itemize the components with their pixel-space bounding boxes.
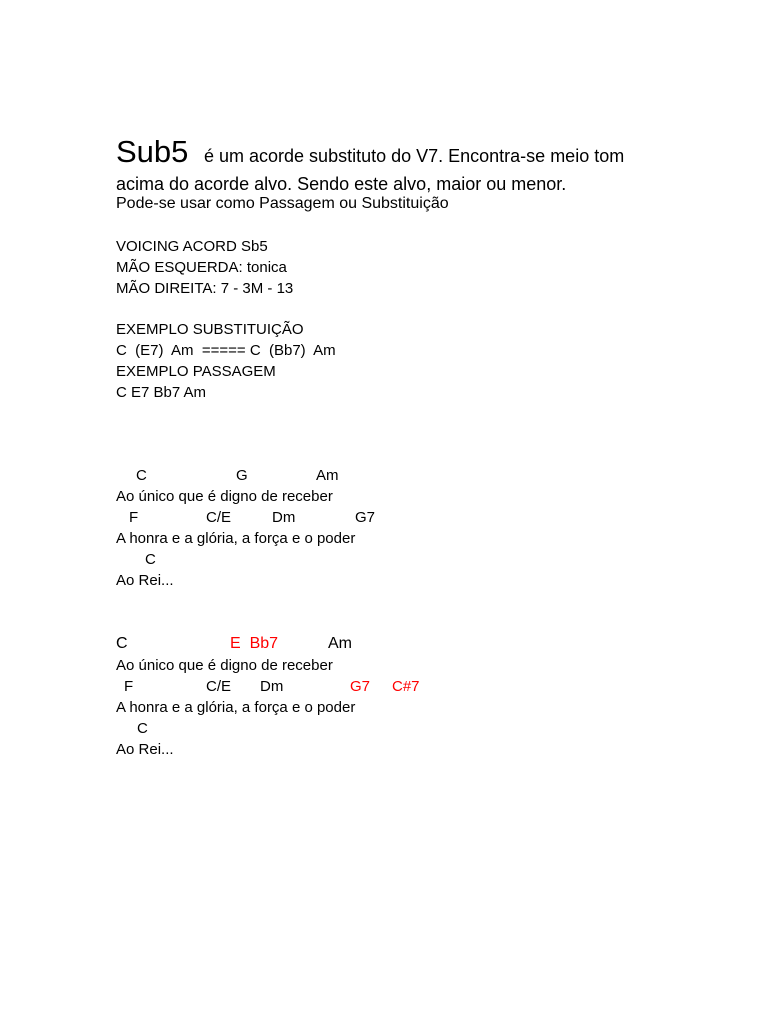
passage-heading: EXEMPLO PASSAGEM bbox=[116, 363, 276, 380]
lyric-line: A honra e a glória, a força e o poder bbox=[116, 530, 356, 547]
intro-line-1: é um acorde substituto do V7. Encontra-se meio tom bbox=[204, 146, 625, 166]
substitution-heading: EXEMPLO SUBSTITUIÇÃO bbox=[116, 321, 304, 338]
lyric-line: Ao Rei... bbox=[116, 572, 174, 589]
chord: C/E bbox=[206, 509, 232, 526]
chord: C/E bbox=[206, 678, 232, 695]
chord: G7 bbox=[355, 509, 376, 526]
chord: Dm bbox=[260, 678, 284, 695]
voicing-left-hand: MÃO ESQUERDA: tonica bbox=[116, 259, 287, 276]
lyric-line: A honra e a glória, a força e o poder bbox=[116, 699, 356, 716]
passage-example: C E7 Bb7 Am bbox=[116, 384, 207, 401]
chord: F bbox=[124, 678, 134, 695]
chord-highlighted: E Bb7 bbox=[230, 635, 279, 652]
lyric-line: Ao único que é digno de receber bbox=[116, 657, 333, 674]
voicing-right-hand: MÃO DIREITA: 7 - 3M - 13 bbox=[116, 280, 294, 297]
chord: Dm bbox=[272, 509, 296, 526]
chord: C bbox=[136, 467, 147, 484]
intro-line-2: acima do acorde alvo. Sendo este alvo, maior ou menor. bbox=[116, 174, 567, 194]
intro-line-3: Pode-se usar como Passagem ou Substituição bbox=[116, 195, 449, 212]
lyric-line: Ao Rei... bbox=[116, 741, 174, 758]
chord: G bbox=[236, 467, 248, 484]
title: Sub5 bbox=[116, 134, 189, 169]
lyric-line: Ao único que é digno de receber bbox=[116, 488, 333, 505]
chord: C bbox=[145, 551, 156, 568]
chord: Am bbox=[316, 467, 339, 484]
chord-highlighted: C#7 bbox=[392, 678, 420, 695]
chord: C bbox=[137, 720, 148, 737]
chord: Am bbox=[328, 635, 352, 652]
chord: F bbox=[129, 509, 139, 526]
chord-highlighted: G7 bbox=[350, 678, 371, 695]
chord: C bbox=[116, 635, 128, 652]
voicing-heading: VOICING ACORD Sb5 bbox=[116, 238, 268, 255]
substitution-example: C (E7) Am ===== C (Bb7) Am bbox=[116, 342, 336, 359]
